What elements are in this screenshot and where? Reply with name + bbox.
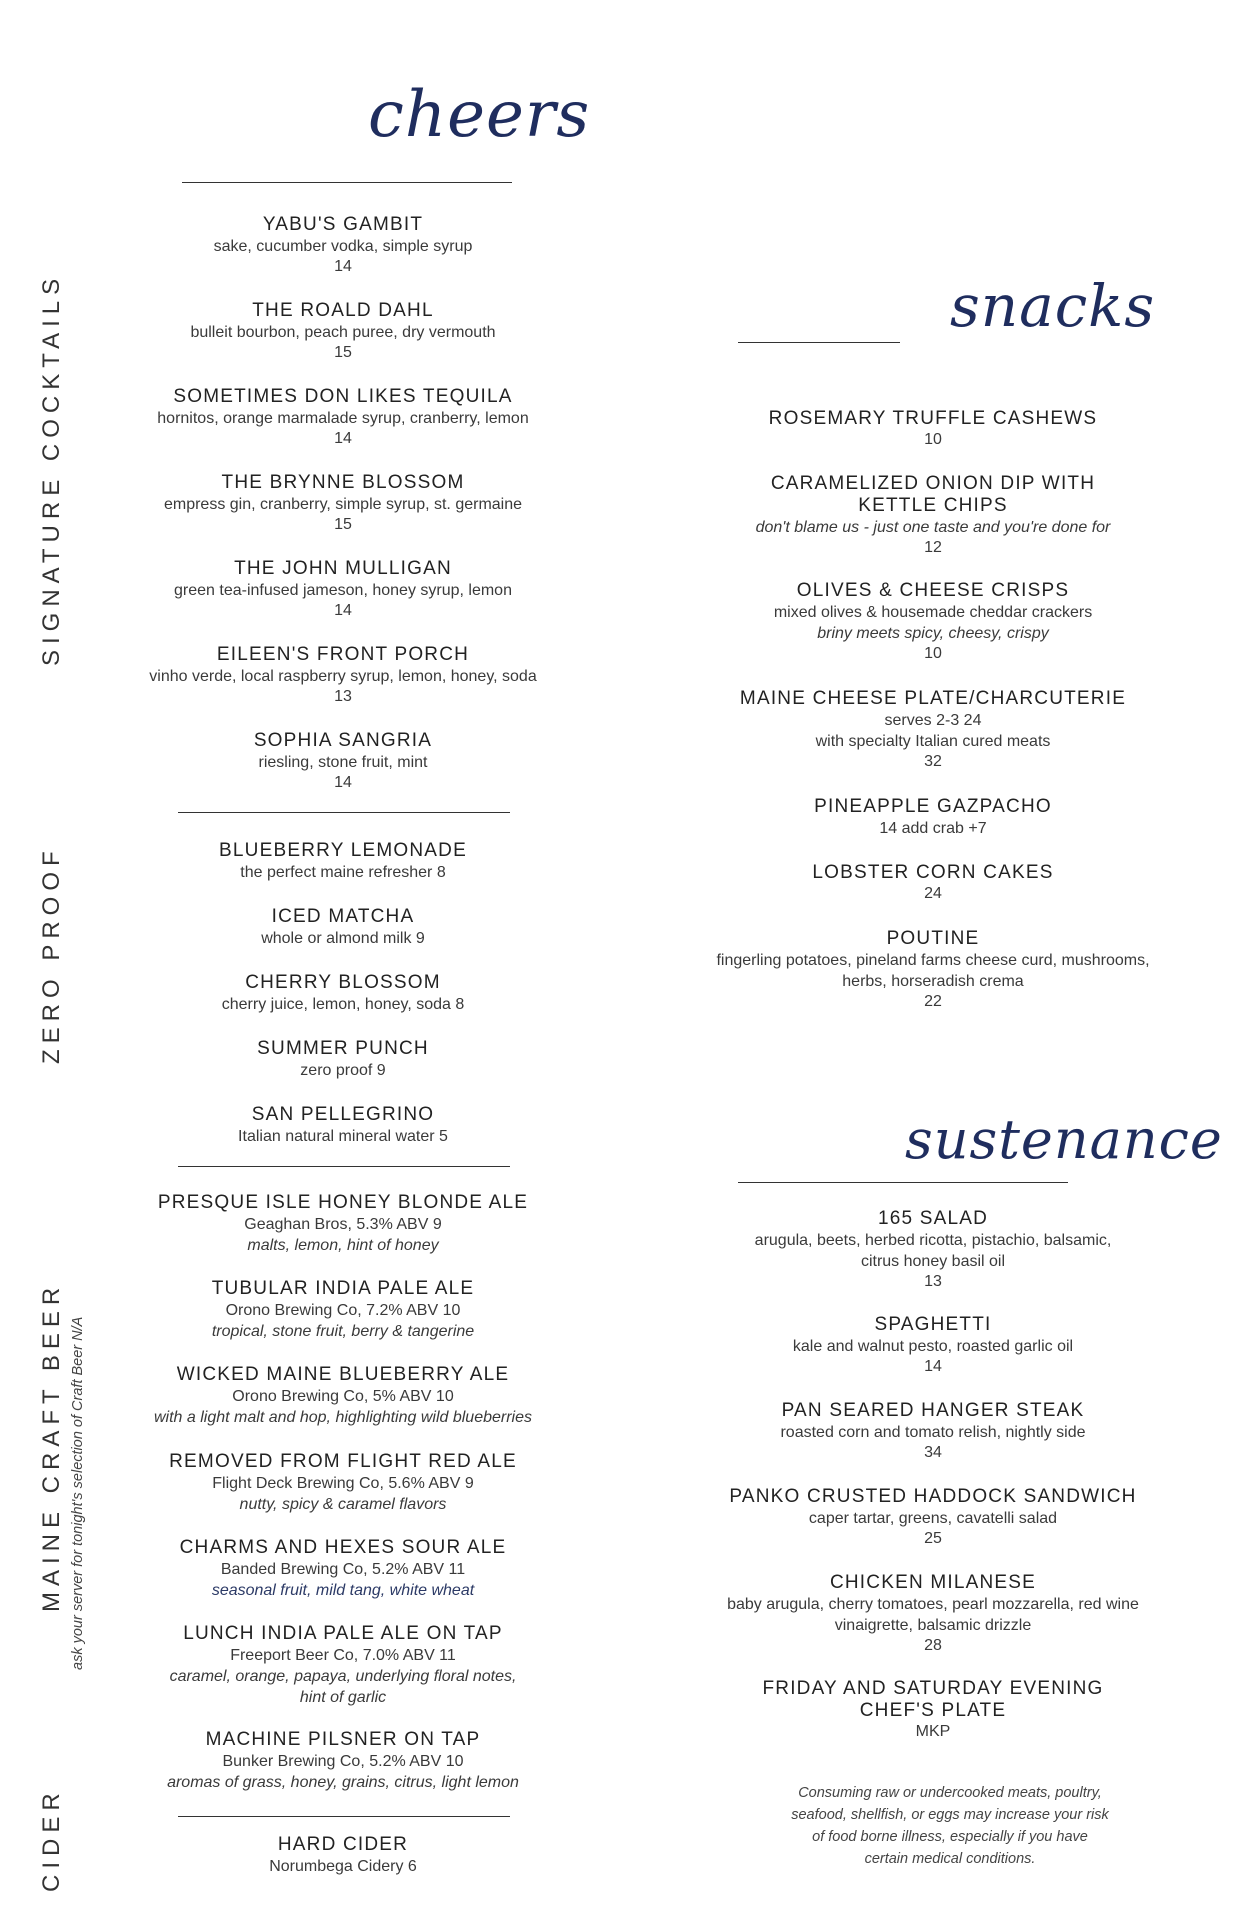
item-desc: green tea-infused jameson, honey syrup, lemon — [174, 582, 512, 599]
item-note: malts, lemon, hint of honey — [247, 1237, 439, 1254]
item-desc: Orono Brewing Co, 5% ABV 10 — [232, 1388, 454, 1405]
item-name: OLIVES & CHEESE CRISPS — [796, 580, 1070, 601]
item-desc: serves 2-3 24 — [884, 712, 982, 729]
item-price: 14 — [334, 430, 352, 447]
right-column — [688, 0, 1178, 1920]
item-price: 15 — [334, 516, 352, 533]
list-item — [108, 300, 578, 363]
item-desc: mixed olives & housemade cheddar crackers — [773, 604, 1093, 621]
item-name: SOPHIA SANGRIA — [253, 730, 433, 751]
list-item — [688, 1208, 1178, 1292]
item-name: SPAGHETTI — [874, 1314, 992, 1335]
item-name: EILEEN'S FRONT PORCH — [216, 644, 470, 665]
item-price: 34 — [924, 1444, 942, 1461]
item-price: 14 — [924, 1358, 942, 1375]
left-column — [108, 0, 578, 1920]
item-price: 12 — [924, 539, 942, 556]
item-desc: caper tartar, greens, cavatelli salad — [808, 1510, 1058, 1527]
item-price: 25 — [924, 1530, 942, 1547]
item-name: 165 SALAD — [877, 1208, 989, 1229]
item-name: THE JOHN MULLIGAN — [234, 558, 452, 579]
item-price: 28 — [924, 1637, 942, 1654]
item-name: ICED MATCHA — [271, 906, 415, 927]
list-item — [688, 580, 1178, 664]
side-label-maine-craft-beer: MAINE CRAFT BEER — [38, 1281, 65, 1612]
list-item — [108, 214, 578, 277]
list-item — [108, 906, 578, 949]
list-item — [108, 1038, 578, 1081]
item-note: aromas of grass, honey, grains, citrus, light lemon — [167, 1774, 519, 1791]
item-desc: Orono Brewing Co, 7.2% ABV 10 — [225, 1302, 461, 1319]
item-name: PAN SEARED HANGER STEAK — [781, 1400, 1085, 1421]
item-price: 14 — [334, 602, 352, 619]
item-name: LUNCH INDIA PALE ALE ON TAP — [183, 1623, 503, 1644]
item-name: SAN PELLEGRINO — [251, 1104, 435, 1125]
item-desc: Geaghan Bros, 5.3% ABV 9 — [244, 1216, 442, 1233]
item-desc: vinho verde, local raspberry syrup, lemon, honey, soda — [149, 668, 537, 685]
item-name: PRESQUE ISLE HONEY BLONDE ALE — [157, 1192, 529, 1213]
list-item — [688, 862, 1178, 904]
list-item — [108, 730, 578, 793]
item-price: MKP — [915, 1723, 951, 1740]
list-item — [688, 796, 1178, 839]
list-item — [688, 1678, 1178, 1742]
item-note-continued: hint of garlic — [299, 1689, 387, 1706]
list-item — [688, 1486, 1178, 1549]
list-item — [108, 644, 578, 707]
list-item — [108, 972, 578, 1015]
item-desc: sake, cucumber vodka, simple syrup — [213, 238, 473, 255]
item-price: 10 — [924, 645, 942, 662]
item-note: briny meets spicy, cheesy, crispy — [817, 625, 1049, 642]
item-note: with a light malt and hop, highlighting wild blueberries — [154, 1409, 532, 1426]
disclaimer-line: certain medical conditions. — [864, 1851, 1036, 1867]
list-item — [108, 558, 578, 621]
item-name: PINEAPPLE GAZPACHO — [814, 796, 1052, 817]
list-item — [108, 386, 578, 449]
item-price: 13 — [924, 1273, 942, 1290]
item-note: nutty, spicy & caramel flavors — [239, 1496, 447, 1513]
item-name: SUMMER PUNCH — [257, 1038, 429, 1059]
item-desc: Freeport Beer Co, 7.0% ABV 11 — [230, 1647, 456, 1664]
item-name: CHERRY BLOSSOM — [245, 972, 441, 993]
item-name: FRIDAY AND SATURDAY EVENING — [762, 1678, 1104, 1699]
item-name: CARAMELIZED ONION DIP WITH — [770, 473, 1096, 494]
item-desc: riesling, stone fruit, mint — [258, 754, 428, 771]
list-item — [688, 1400, 1178, 1463]
item-price: 24 — [924, 885, 942, 902]
item-desc: the perfect maine refresher 8 — [240, 864, 446, 881]
disclaimer-line: of food borne illness, especially if you have — [812, 1829, 1088, 1845]
list-item — [108, 1623, 578, 1708]
item-desc-continued: herbs, horseradish crema — [842, 973, 1024, 990]
item-desc: empress gin, cranberry, simple syrup, st. germaine — [163, 496, 523, 513]
list-item — [688, 688, 1178, 772]
item-name: LOBSTER CORN CAKES — [812, 862, 1054, 883]
list-item — [108, 840, 578, 883]
item-name: CHARMS AND HEXES SOUR ALE — [179, 1537, 507, 1558]
list-item — [108, 1729, 578, 1793]
item-desc: zero proof 9 — [300, 1062, 386, 1079]
side-label-zero-proof: ZERO PROOF — [38, 845, 65, 1064]
item-name: CHICKEN MILANESE — [829, 1572, 1037, 1593]
item-desc: cherry juice, lemon, honey, soda 8 — [221, 996, 465, 1013]
item-desc-continued: with specialty Italian cured meats — [815, 733, 1051, 750]
list-item — [688, 1572, 1178, 1656]
item-name: REMOVED FROM FLIGHT RED ALE — [169, 1451, 517, 1472]
item-desc: bulleit bourbon, peach puree, dry vermouth — [190, 324, 496, 341]
item-name: YABU'S GAMBIT — [262, 214, 424, 235]
disclaimer-line: seafood, shellfish, or eggs may increase your risk — [791, 1807, 1109, 1823]
item-price: 14 — [334, 774, 352, 791]
list-item — [108, 1278, 578, 1342]
list-item — [108, 1364, 578, 1428]
item-desc: baby arugula, cherry tomatoes, pearl mozzarella, red wine — [727, 1596, 1139, 1613]
heading-sustenance: sustenance — [905, 1108, 1223, 1171]
item-note: seasonal fruit, mild tang, white wheat — [211, 1582, 475, 1599]
food-safety-disclaimer — [740, 1782, 1160, 1870]
item-desc-continued: citrus honey basil oil — [860, 1253, 1006, 1270]
side-label-signature-cocktails: SIGNATURE COCKTAILS — [38, 272, 65, 666]
item-name: SOMETIMES DON LIKES TEQUILA — [173, 386, 513, 407]
item-name: ROSEMARY TRUFFLE CASHEWS — [768, 408, 1098, 429]
item-desc: kale and walnut pesto, roasted garlic oil — [792, 1338, 1074, 1355]
list-item — [108, 472, 578, 535]
item-note: tropical, stone fruit, berry & tangerine — [211, 1323, 475, 1340]
item-desc: roasted corn and tomato relish, nightly side — [780, 1424, 1086, 1441]
divider-cider — [178, 1816, 510, 1817]
item-name: THE ROALD DAHL — [252, 300, 434, 321]
item-desc: Flight Deck Brewing Co, 5.6% ABV 9 — [212, 1475, 474, 1492]
item-name: MAINE CHEESE PLATE/CHARCUTERIE — [739, 688, 1127, 709]
list-item — [688, 1314, 1178, 1377]
item-name: THE BRYNNE BLOSSOM — [221, 472, 465, 493]
list-item — [688, 928, 1178, 1012]
item-desc: arugula, beets, herbed ricotta, pistachio, balsamic, — [754, 1232, 1112, 1249]
divider-craft-beer — [178, 1166, 510, 1167]
side-label-craft-beer-note: ask your server for tonight's selection of Craft Beer N/A — [70, 1316, 86, 1670]
list-item — [108, 1451, 578, 1515]
disclaimer-line: Consuming raw or undercooked meats, poultry, — [798, 1785, 1102, 1801]
list-item — [688, 408, 1178, 450]
item-name: TUBULAR INDIA PALE ALE — [211, 1278, 475, 1299]
list-item — [108, 1104, 578, 1147]
item-name: MACHINE PILSNER ON TAP — [205, 1729, 481, 1750]
list-item — [108, 1537, 578, 1601]
item-name: POUTINE — [886, 928, 980, 949]
item-name: WICKED MAINE BLUEBERRY ALE — [176, 1364, 510, 1385]
item-desc: hornitos, orange marmalade syrup, cranberry, lemon — [157, 410, 529, 427]
item-note: caramel, orange, papaya, underlying floral notes, — [169, 1668, 517, 1685]
item-desc: 14 add crab +7 — [879, 820, 987, 837]
cider-item — [108, 1834, 578, 1877]
list-item — [108, 1192, 578, 1256]
item-desc-continued: vinaigrette, balsamic drizzle — [834, 1617, 1032, 1634]
divider-zero-proof — [178, 812, 510, 813]
item-price: 14 — [334, 258, 352, 275]
heading-snacks: snacks — [950, 272, 1156, 340]
item-name: BLUEBERRY LEMONADE — [219, 840, 467, 861]
side-label-cider: CIDER — [38, 1787, 65, 1892]
item-price: 22 — [924, 993, 942, 1010]
item-name: PANKO CRUSTED HADDOCK SANDWICH — [729, 1486, 1137, 1507]
item-desc: Banded Brewing Co, 5.2% ABV 11 — [220, 1561, 466, 1578]
item-name-continued: KETTLE CHIPS — [858, 495, 1008, 516]
item-desc: Norumbega Cidery 6 — [269, 1858, 417, 1875]
item-name: HARD CIDER — [277, 1834, 409, 1855]
heading-cheers: cheers — [368, 78, 591, 152]
item-price: 13 — [334, 688, 352, 705]
item-desc: fingerling potatoes, pineland farms cheese curd, mushrooms, — [716, 952, 1150, 969]
item-name-continued: CHEF'S PLATE — [859, 1700, 1007, 1721]
item-desc: Bunker Brewing Co, 5.2% ABV 10 — [222, 1753, 464, 1770]
item-note: don't blame us - just one taste and you're done for — [755, 519, 1111, 536]
item-desc: Italian natural mineral water 5 — [238, 1128, 448, 1145]
list-item — [688, 473, 1178, 558]
item-price: 15 — [334, 344, 352, 361]
item-desc: whole or almond milk 9 — [261, 930, 425, 947]
item-price: 10 — [924, 431, 942, 448]
item-price: 32 — [924, 753, 942, 770]
